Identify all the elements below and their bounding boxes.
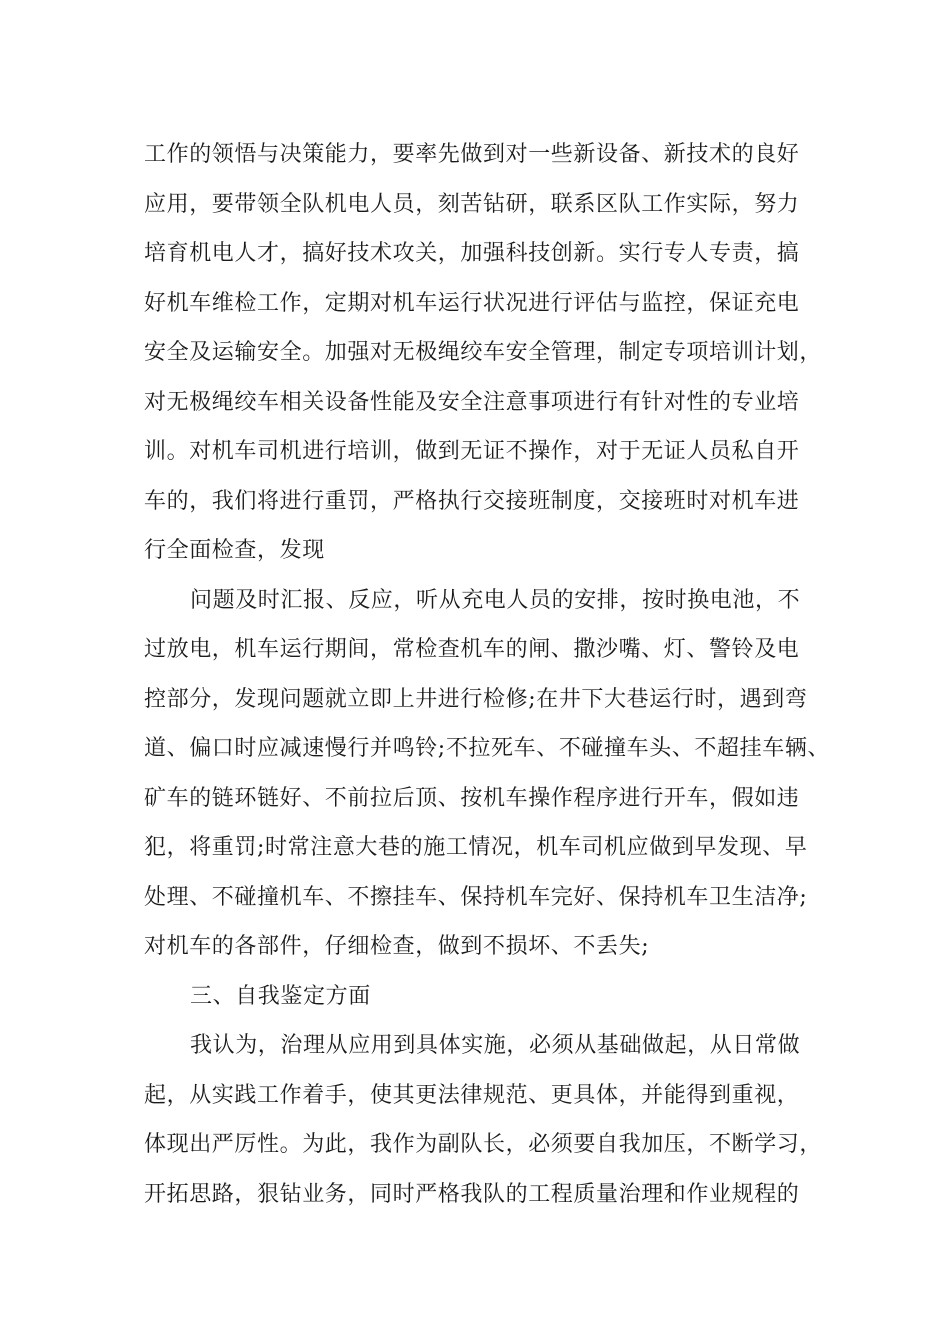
body-text bbox=[144, 130, 834, 1219]
text-line: 道、偏口时应减速慢行并鸣铃;不拉死车、不碰撞车头、不超挂车辆、 bbox=[144, 736, 831, 761]
text-line: 工作的领悟与决策能力，要率先做到对一些新设备、新技术的良好 bbox=[144, 142, 800, 167]
text-line: 好机车维检工作，定期对机车运行状况进行评估与监控，保证充电 bbox=[144, 290, 800, 316]
text-line: 矿车的链环链好、不前拉后顶、按机车操作程序进行开车，假如违 bbox=[144, 785, 800, 811]
text-line: 车的，我们将进行重罚，严格执行交接班制度，交接班时对机车进 bbox=[144, 488, 800, 514]
paragraph-start-line: 我认为，治理从应用到具体实施，必须从基础做起，从日常做 bbox=[190, 1033, 801, 1058]
text-line: 起，从实践工作着手，使其更法律规范、更具体，并能得到重视， bbox=[144, 1082, 800, 1108]
text-line: 培育机电人才，搞好技术攻关，加强科技创新。实行专人专责，搞 bbox=[144, 241, 800, 266]
text-line: 训。对机车司机进行培训，做到无证不操作，对于无证人员私自开 bbox=[144, 439, 800, 464]
text-line: 对无极绳绞车相关设备性能及安全注意事项进行有针对性的专业培 bbox=[144, 389, 800, 415]
text-line: 处理、不碰撞机车、不擦挂车、保持机车完好、保持机车卫生洁净; bbox=[144, 884, 808, 910]
section-heading: 三、自我鉴定方面 bbox=[190, 983, 371, 1009]
text-line: 应用，要带领全队机电人员，刻苦钻研，联系区队工作实际，努力 bbox=[144, 191, 800, 217]
text-line: 过放电，机车运行期间，常检查机车的闸、撒沙嘴、灯、警铃及电 bbox=[144, 637, 800, 662]
text-line: 体现出严厉性。为此，我作为副队长，必须要自我加压，不断学习， bbox=[144, 1132, 823, 1157]
text-line: 安全及运输安全。加强对无极绳绞车安全管理，制定专项培训计划， bbox=[144, 340, 823, 365]
text-line: 行全面检查，发现 bbox=[144, 538, 325, 563]
paragraph-start-line: 问题及时汇报、反应，听从充电人员的安排，按时换电池，不 bbox=[190, 587, 801, 613]
text-line: 开拓思路，狠钻业务，同时严格我队的工程质量治理和作业规程的 bbox=[144, 1181, 800, 1207]
text-line: 控部分，发现问题就立即上井进行检修;在井下大巷运行时，遇到弯 bbox=[144, 686, 808, 712]
text-line: 犯，将重罚;时常注意大巷的施工情况，机车司机应做到早发现、早 bbox=[144, 835, 808, 860]
text-line: 对机车的各部件，仔细检查，做到不损坏、不丢失; bbox=[144, 934, 650, 959]
